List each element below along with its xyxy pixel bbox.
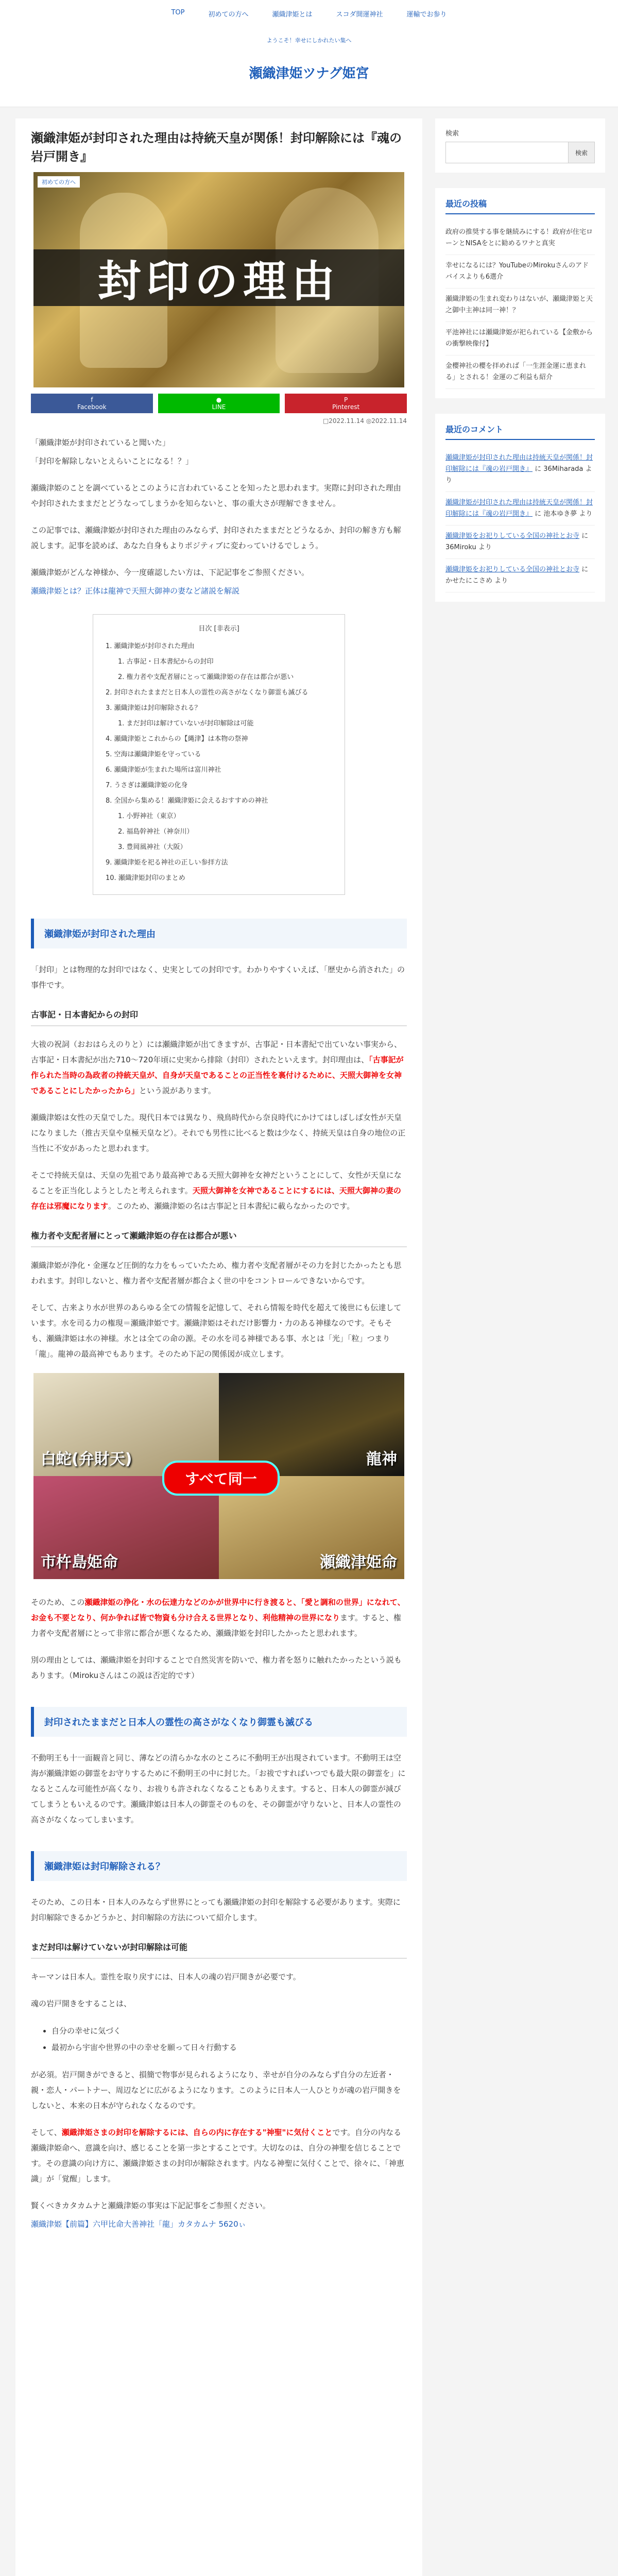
sec3-paragraph-6: 賢くべきカタカムナと瀬織津姫の事実は下記記事をご参照ください。: [31, 2201, 270, 2210]
sec1-paragraph-7: そのため、この瀬織津姫の浄化・水の伝達力などのかが世界中に行き渡ると、「愛と調和の世界」になれて、お金も不要となり、何か争れば皆で物資も分け合える世界となり、利他精神の世界になります。すると、権力者や支配者層にとって非常に都合が悪くなるため、瀬織津姫を封印したかったと思われます。: [31, 1598, 405, 1638]
toc-title[interactable]: 目次 [非表示]: [198, 625, 239, 633]
facebook-icon: f: [91, 396, 93, 403]
recent-post-link[interactable]: 瀬織津姫の生まれ変わりはないが、瀬織津姫と天之御中主神は同一神！？: [445, 289, 595, 322]
toc-item[interactable]: 9. 瀬織津姫を祀る神社の正しい参拝方法: [106, 859, 228, 867]
comment-post-link[interactable]: 瀬織津姫が封印された理由は持統天皇が関係！封印解除には『魂の岩戸開き』: [445, 454, 593, 473]
sec3-subheading: まだ封印は解けていないが封印解除は可能: [31, 1941, 407, 1959]
sec3-paragraph-3: 魂の岩戸開きをすることは、: [31, 1999, 132, 2008]
comment-author-text: に 36Miharada より: [445, 465, 592, 484]
list-item: • 自分の幸せに気づく: [52, 2023, 407, 2039]
line-share-label: LINE: [212, 403, 226, 411]
list-item: [445, 492, 595, 526]
list-item: [445, 559, 595, 592]
toc-item[interactable]: 5. 空海は瀬織津姫を守っている: [106, 751, 201, 758]
sec3-paragraph-5: そして、瀬織津姫さまの封印を解除するには、自らの内に存在する"神聖"に気付くことです。自分の内なる瀬織津姫命へ、意識を向け、感じることを第一歩とすることです。大切なのは、自分の神聖を信じることです。その意識の向け方に、瀬織津姫さまの封印が解除されます。内なる神聖に気付くことで、徐々に、「神恵識」が「覚醒」します。: [31, 2128, 404, 2183]
toc-item[interactable]: 8. 全国から集める！瀬織津姫に会えるおすすめの神社: [106, 797, 268, 805]
line-share-button[interactable]: [158, 394, 280, 413]
sec3-bullet-list: [31, 2023, 407, 2056]
toc-item[interactable]: 1. 古事記・日本書紀からの封印: [118, 658, 214, 666]
recent-posts-widget: [435, 188, 605, 398]
sec1-paragraph-1: 「封印」とは物理的な封印ではなく、史実としての封印です。わかりやすくいえば、「歴史から消された」の事件です。: [31, 965, 405, 990]
pinterest-share-button[interactable]: [285, 394, 407, 413]
comment-author-text: に かせたにこさめ より: [445, 566, 589, 585]
sec1-paragraph-3: 瀬織津姫は女性の天皇でした。現代日本では異なり、飛鳥時代から奈良時代にかけてはしばしば女性が天皇になりました（推古天皇や皇極天皇など）。それでも男性に比べると数は少なく、持統天皇は自身の地位の正当性に不安があったと思われます。: [31, 1113, 406, 1153]
collage-label-dragon: 龍神: [366, 1450, 397, 1468]
sec3-paragraph-1: そのため、この日本・日本人のみならず世界にとっても瀬織津姫の封印を解除する必要があります。実際に封印解除できるかどうかと、封印解除の方法について紹介します。: [31, 1897, 401, 1922]
nav-item-top[interactable]: TOP: [171, 8, 185, 16]
search-widget-title: 検索: [445, 130, 459, 138]
article: [15, 118, 422, 2253]
sec1-paragraph-4: そこで持統天皇は、天皇の先祖であり最高神である天照大御神を女神だということにして、女性が天皇になることを正当化しようとしたと考えられます。天照大御神を女神であることにするには、天照大御神の妻の存在は邪魔になります。このため、瀬織津姫の名は古事記と日本書紀に載らなかったのです。: [31, 1171, 402, 1211]
nav-item-visit[interactable]: 運輸でお参り: [406, 10, 447, 19]
comment-author-text: に 池本ゆき夢 より: [533, 510, 593, 518]
comment-post-link[interactable]: 瀬織津姫をお祀りしている全国の神社とお寺: [445, 532, 580, 540]
toc-item[interactable]: 1. まだ封印は解けていないが封印解除は可能: [118, 720, 254, 727]
list-item: [445, 447, 595, 492]
intro-link[interactable]: 瀬織津姫とは？正体は龍神で天照大御神の妻など諸説を解説: [31, 586, 240, 596]
sidebar: [435, 118, 605, 617]
hero-image: [33, 172, 404, 387]
recent-post-link[interactable]: 幸せになるには？YouTubeのMirokuさんのアドバイスよりも6選介: [445, 255, 595, 289]
sec2-paragraph-1: 不動明王も十一面観音と同じ、薄などの清らかな水のところに不動明王が出現されています。不動明王は空海が瀬織津姫の御霊をお守りするために不動明王の中に封じた。「お祓ですればいつでも最大限の御霊を」になるとこんな可能性が高くなり、お祓りも許されなくなることもありえます。すると、日本人の御霊が減びてしまうともいえるのです。瀬織津姫は日本人の御霊そのものを、その御霊が守りないと、日本人の霊性の高さがなくなってしまいます。: [31, 1753, 406, 1824]
post-dates: □2022.11.14 ◎2022.11.14: [322, 417, 407, 425]
intro-paragraph-3: 瀬織津姫のことを調べているとこのように言われていることを知ったと思われます。実際に封印された理由や封印されたままだとどうなってしまうかを知らないと、事の重大さが理解できません。: [31, 483, 401, 508]
line-icon: ●: [216, 396, 222, 403]
toc-item[interactable]: 6. 瀬織津姫が生まれた場所は富川神社: [106, 766, 221, 774]
toc-item[interactable]: 1. 小野神社（東京）: [118, 812, 180, 820]
section-heading-2: 封印されたままだと日本人の霊性の高さがなくなり御霊も滅びる: [31, 1707, 407, 1737]
toc-item[interactable]: 2. 権力者や支配者層にとって瀬織津姫の存在は都合が悪い: [118, 673, 294, 681]
sec1-subheading-a: 古事記・日本書紀からの封印: [31, 1008, 407, 1026]
recent-posts-title: 最近の投稿: [445, 197, 595, 214]
pinterest-share-label: Pinterest: [332, 403, 360, 411]
site-header: [0, 27, 618, 107]
sec1-subheading-b: 権力者や支配者層にとって瀬織津姫の存在は都合が悪い: [31, 1229, 407, 1247]
recent-post-link[interactable]: 政府の推奨する事を継続みにする！政府が住宅ローンとNISAをとに勧めるワナと真実: [445, 222, 595, 255]
recent-comments-widget: [435, 414, 605, 602]
intro-paragraph-5: 瀬織津姫がどんな神様か、今一度確認したい方は、下記記事をご参照ください。: [31, 568, 310, 577]
comment-post-link[interactable]: 瀬織津姫をお祀りしている全国の神社とお寺: [445, 566, 580, 573]
comment-author-text: に 36Miroku より: [445, 532, 589, 551]
intro-line-2: 「封印を解除しないとえらいことになる！？」: [31, 456, 194, 466]
toc-item[interactable]: 10. 瀬織津姫封印のまとめ: [106, 874, 185, 882]
toc-item[interactable]: 1. 瀬織津姫が封印された理由: [106, 642, 195, 650]
top-navigation: [0, 0, 618, 27]
recent-comments-list: [445, 447, 595, 592]
category-badge[interactable]: 初めての方へ: [38, 176, 80, 188]
toc-item[interactable]: 3. 瀬織津姫は封印解除される？: [106, 704, 201, 712]
recent-post-link[interactable]: 平池神社には瀬織津姫が祀られている【金敷からの衝撃映像付】: [445, 322, 595, 355]
site-title[interactable]: 瀬織津姫ツナグ姫宮: [249, 66, 369, 81]
intro-line-1: 「瀬織津姫が封印されていると聞いた」: [31, 438, 170, 447]
toc-list: [106, 639, 332, 886]
sec3-link[interactable]: 瀬織津姫【前篇】六甲比命大善神社「龍」カタカムナ 5620ぃ: [31, 2219, 246, 2229]
toc-item[interactable]: 2. 福島幹神社（神奈川）: [118, 828, 194, 836]
article-title: 瀬織津姫が封印された理由は持統天皇が関係！封印解除には『魂の岩戸開き』: [31, 131, 402, 164]
pinterest-icon: P: [344, 396, 348, 403]
toc-item[interactable]: 7. うさぎは瀬織津姫の化身: [106, 782, 188, 789]
main-content: [15, 118, 422, 2576]
recent-post-link[interactable]: 金櫻神社の櫻を拝めれば「一生涯金運に恵まれる」とされる！金運のご利益も紹介: [445, 355, 595, 389]
comment-post-link[interactable]: 瀬織津姫が封印された理由は持統天皇が関係！封印解除には『魂の岩戸開き』: [445, 499, 593, 518]
collage-label-seoritsuhime: 瀬織津姫命: [320, 1553, 397, 1571]
table-of-contents: [93, 614, 345, 895]
sec1-paragraph-5: 瀬織津姫が浄化・金運など圧倒的な力をもっていたため、権力者や支配者層がその力を封じたかったとも思われます。封印しないと、権力者や支配者層が都合よく世の中をコントロールできないからです。: [31, 1261, 402, 1285]
search-button[interactable]: 検索: [569, 142, 595, 163]
hero-overlay-band: [33, 249, 404, 306]
facebook-share-button[interactable]: [31, 394, 153, 413]
facebook-share-label: Facebook: [77, 403, 107, 411]
nav-item-about-seoritsuhime[interactable]: 瀬織津姫とは: [272, 10, 313, 19]
section-heading-3: 瀬織津姫は封印解除される？: [31, 1851, 407, 1881]
collage-center-badge: すべて同一: [162, 1461, 280, 1496]
section-heading-1: 瀬織津姫が封印された理由: [31, 919, 407, 948]
collage-label-white-snake: 白蛇(弁財天): [41, 1450, 132, 1468]
collage-label-ichikishima: 市杵島姫命: [41, 1553, 118, 1571]
recent-comments-title: 最近のコメント: [445, 423, 595, 440]
search-widget: [435, 118, 605, 173]
sec1-paragraph-8: 別の理由としては、瀬織津姫を封印することで自然災害を防いで、権力者を怒りに触れたかったという説もあります。（Mirokuさんはこの説は否定的です）: [31, 1655, 402, 1680]
hero-overlay-text: 封印の理由: [97, 256, 340, 307]
sec1-paragraph-2: 大祓の祝詞（おおはらえのりと）には瀬織津姫が出てきますが、古事記・日本書紀で出ていない事実から、古事記・日本書紀が出た710〜720年頃に史実から排除（封印）されたといえます。封印理由は、「古事記が作られた当時の為政者の持統天皇が、自身が天皇であることの正当性を裏付けるために、天照大御神を女神であることにしたかったから」という説があります。: [31, 1040, 404, 1095]
sec3-paragraph-2: キーマンは日本人。霊性を取り戻すには、日本人の魂の岩戸開きが必要です。: [31, 1972, 301, 1981]
toc-item[interactable]: 4. 瀬織津姫とこれからの【縄津】は本物の祭神: [106, 735, 248, 743]
list-item: [445, 526, 595, 559]
sec3-paragraph-4: が必須。岩戸開きができると、損簡で物事が見られるようになり、幸せが自分のみならず自分の左近者・親・恋人・パートナー、周辺などに広がるようになります。このように日本人一人ひとりが魂の岩戸開きをしないと、本来の日本が守られなくなるのです。: [31, 2070, 401, 2110]
list-item: • 最初から宇宙や世界の中の幸せを願って日々行動する: [52, 2039, 407, 2056]
deity-relation-image: [33, 1373, 404, 1579]
intro-paragraph-4: この記事では、瀬織津姫が封印された理由のみならず、封印されたままだとどうなるか、封印の解き方も解説します。記事を読めば、あなた自身もよりポジティブに変わっていけるでしょう。: [31, 526, 401, 550]
site-tagline: ようこそ！幸せにしかれたい集へ: [266, 37, 352, 44]
search-input[interactable]: [445, 142, 569, 163]
toc-item[interactable]: 2. 封印されたままだと日本人の霊性の高さがなくなり御霊も滅びる: [106, 689, 308, 697]
nav-item-shrines[interactable]: スコダ開運神社: [336, 10, 383, 19]
share-buttons: [31, 394, 407, 413]
recent-posts-list: [445, 222, 595, 389]
toc-item[interactable]: 3. 豊岡風神社（大阪）: [118, 843, 187, 851]
sec1-paragraph-6: そして、古来より水が世界のあらゆる全ての情報を記憶して、それら情報を時代を超えて後世にも伝達しています。水を司る力の権現＝瀬織津姫です。瀬織津姫はそれだけ影響力・力のある神様なのです。そもそも、瀬織津姫は水の神様。水とは全ての命の源。その水を司る神様である事、水とは「光」「粒」つまり「龍」。龍神の最高神でもあります。そのため下記の関係図が成立します。: [31, 1303, 402, 1359]
nav-item-first-visitors[interactable]: 初めての方へ: [208, 10, 249, 19]
